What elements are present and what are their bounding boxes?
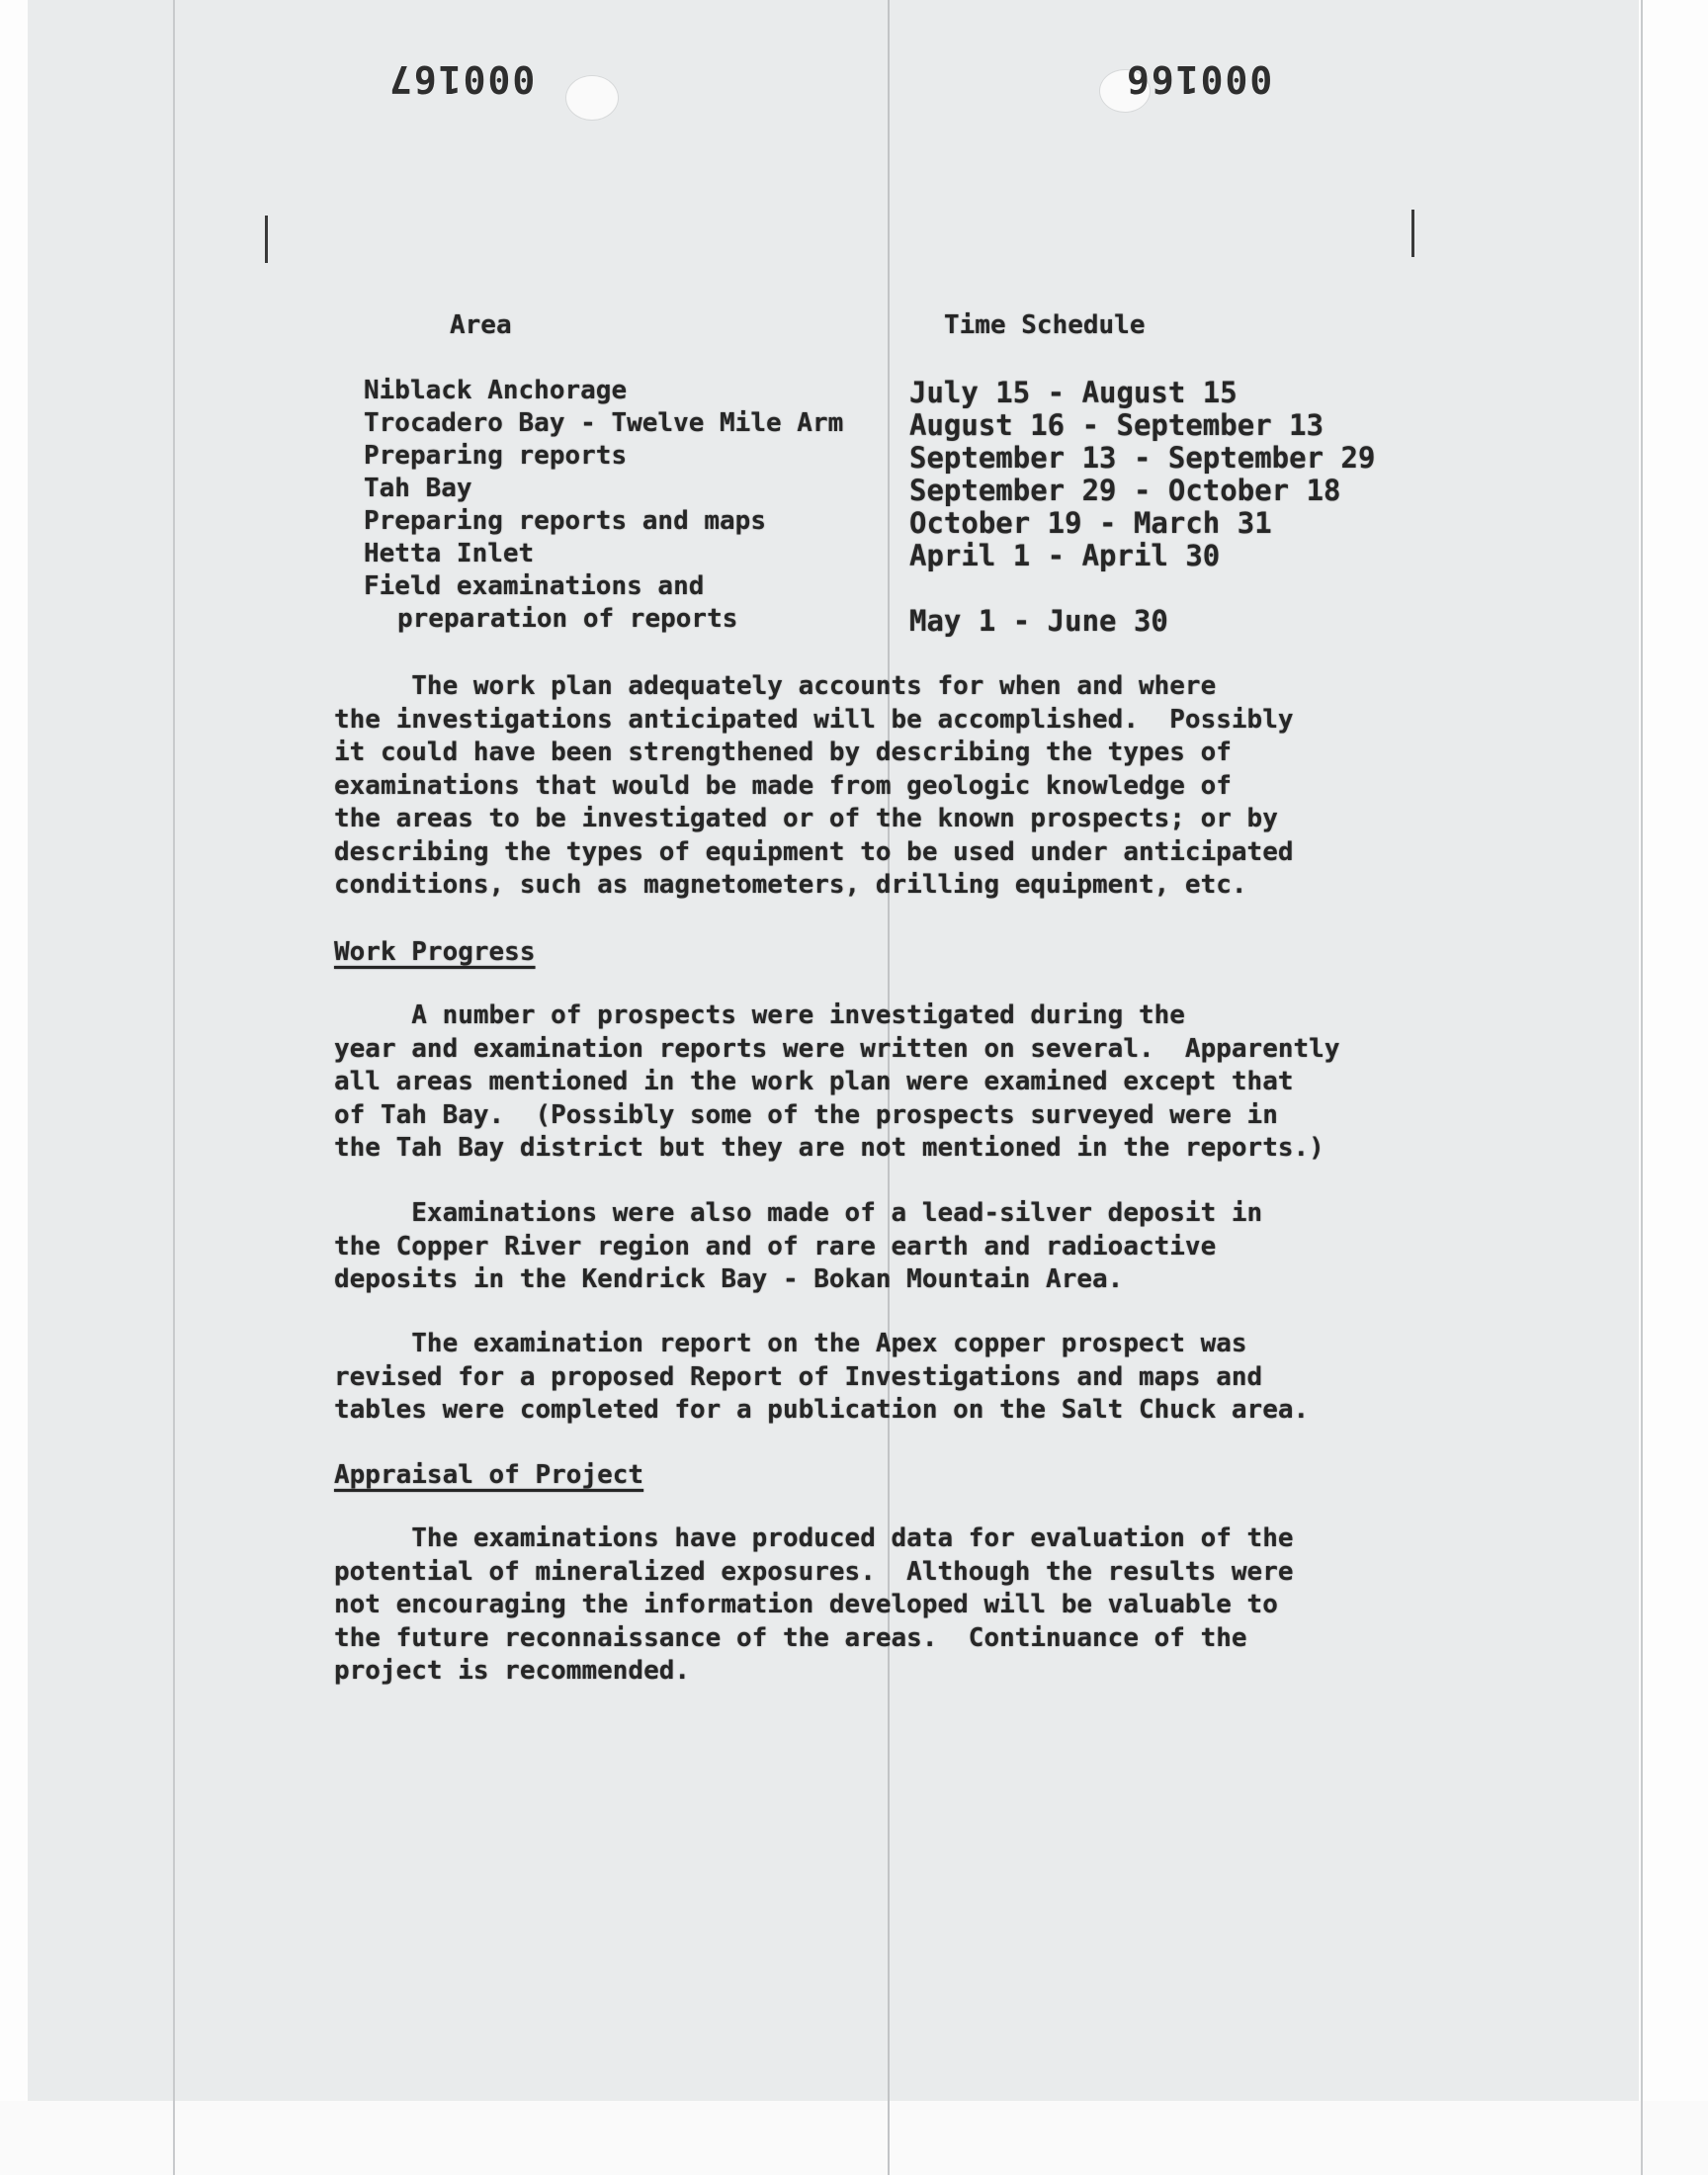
schedule-area: Trocadero Bay - Twelve Mile Arm (364, 408, 844, 438)
paragraph-work-progress-2: Examinations were also made of a lead-silver deposit in the Copper River region and of rare earth and radioactive deposits in the Kendrick Bay - Bokan Mountain Area. (334, 1198, 1263, 1294)
schedule-row (0, 408, 1708, 442)
edge-mark-right (1411, 210, 1414, 257)
heading-work-progress: Work Progress (334, 937, 536, 967)
schedule-row (0, 441, 1708, 475)
page-number-left: 000167 (387, 57, 536, 101)
schedule-area: Niblack Anchorage (364, 376, 628, 405)
paragraph-work-plan: The work plan adequately accounts for when and where the investigations anticipated will be accomplished. Possibly it could have been strengthened by describing the types of examinations that would be made from geologic knowledge of the areas to be investigated or of the known prospects; or by describing the types of equipment to be used under anticipated conditions, such as magnetometers, drilling equipment, etc. (334, 671, 1294, 900)
heading-appraisal-of-project: Appraisal of Project (334, 1460, 644, 1490)
schedule-area: Hetta Inlet (364, 539, 535, 568)
schedule-time: September 13 - September 29 (909, 441, 1376, 475)
fold-line-left (173, 0, 175, 2175)
paragraph-work-progress-1: A number of prospects were investigated during the year and examination reports were written on several. Apparently all areas mentioned in the work plan were examined except that of Tah Bay. (Possibly some of the prospects surveyed were in the Tah Bay district but they are not mentioned in the reports.) (334, 1000, 1340, 1163)
paragraph-appraisal: The examinations have produced data for evaluation of the potential of mineralized exposures. Although the results were not encouraging the information developed will be valuable to the future reconnaissance of the areas. Continuance of the project is recommended. (334, 1523, 1294, 1686)
schedule-area: preparation of reports (397, 604, 738, 634)
schedule-row (0, 506, 1708, 540)
fold-line-right (1641, 0, 1643, 2175)
schedule-row (0, 571, 1708, 605)
schedule-area: Preparing reports and maps (364, 506, 766, 536)
schedule-time: July 15 - August 15 (909, 376, 1238, 409)
punch-hole-left (565, 75, 619, 121)
edge-mark-left (265, 216, 268, 263)
schedule-time: May 1 - June 30 (909, 604, 1168, 638)
paragraph-work-progress-3: The examination report on the Apex copper prospect was revised for a proposed Report of Investigations and maps and tables were completed for a publication on the Salt Chuck area. (334, 1329, 1310, 1425)
schedule-area: Tah Bay (364, 474, 472, 503)
schedule-time: April 1 - April 30 (909, 539, 1221, 572)
page-number-right: 000166 (1125, 57, 1273, 101)
schedule-area: Preparing reports (364, 441, 628, 471)
schedule-row (0, 539, 1708, 572)
schedule-area: Field examinations and (364, 571, 705, 601)
schedule-time: October 19 - March 31 (909, 506, 1272, 540)
schedule-row (0, 376, 1708, 409)
schedule-row (0, 604, 1708, 638)
scan-bottom-margin (0, 2101, 1708, 2175)
area-column-header: Area (450, 310, 512, 340)
schedule-row (0, 474, 1708, 507)
schedule-time: August 16 - September 13 (909, 408, 1324, 442)
schedule-time: September 29 - October 18 (909, 474, 1341, 507)
time-schedule-column-header: Time Schedule (944, 310, 1146, 340)
